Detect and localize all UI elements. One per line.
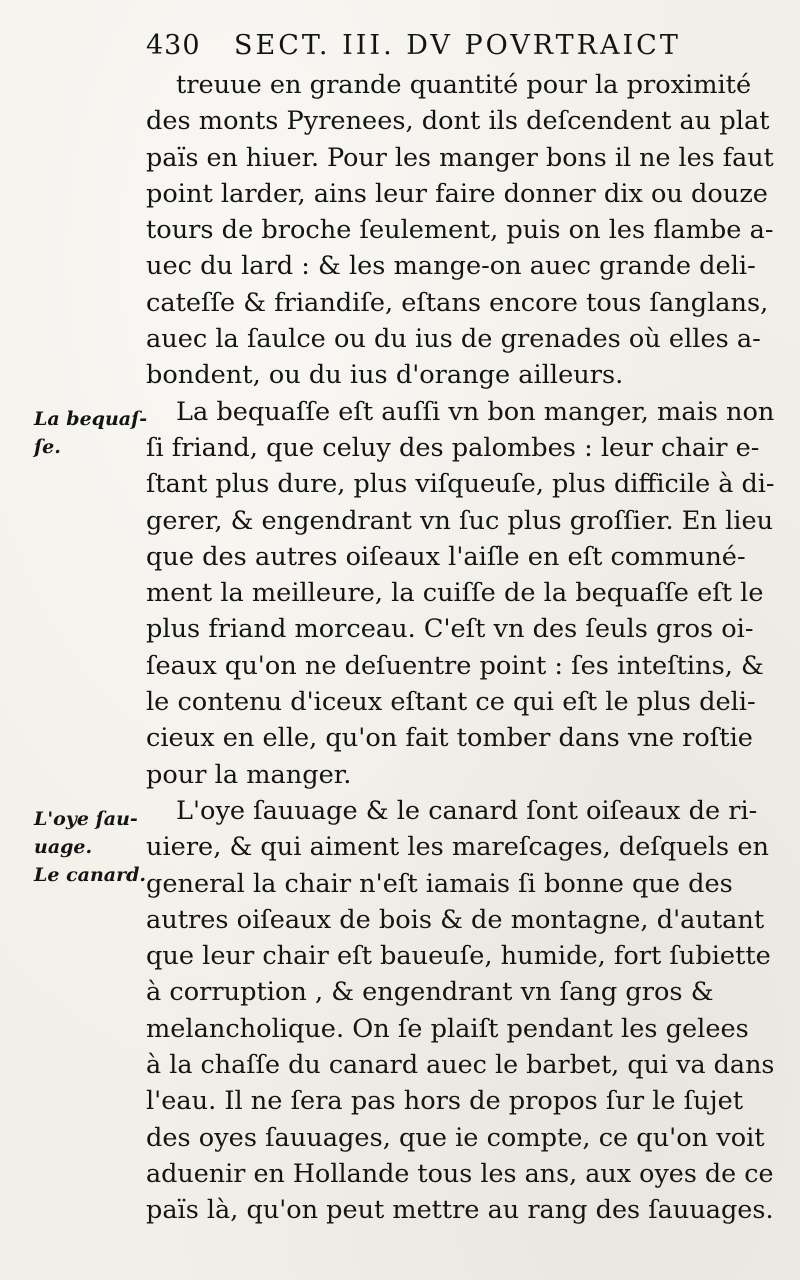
text-line: bondent, ou du ius d'orange ailleurs.: [146, 360, 624, 391]
text-line: l'eau. Il ne ſera pas hors de propos ſur le ſujet: [146, 1086, 744, 1117]
paragraph-continuation: [146, 67, 774, 394]
margin-note-canard: Le canard.: [34, 864, 146, 886]
text-line: que leur chair eſt baueuſe, humide, fort ſubiette: [146, 941, 771, 972]
body-text: [146, 67, 774, 1229]
paragraph-bequasse: [146, 394, 774, 793]
text-line: païs là, qu'on peut mettre au rang des ſauuages.: [146, 1195, 774, 1226]
text-line: que des autres oiſeaux l'aiſle en eſt communé-: [146, 541, 746, 572]
text-line: uiere, & qui aiment les mareſcages, deſquels en: [146, 832, 769, 863]
text-line: cateſſe & friandiſe, eſtans encore tous ſanglans,: [146, 287, 769, 318]
running-head: [146, 30, 766, 70]
text-line: uec du lard : & les mange-on auec grande deli-: [146, 251, 756, 282]
margin-note-oye-line-2: uage.: [34, 836, 93, 858]
text-line: point larder, ains leur faire donner dix ou douze: [146, 178, 768, 209]
text-line: autres oiſeaux de bois & de montagne, d'autant: [146, 904, 765, 935]
text-line: pour la manger.: [146, 759, 352, 790]
text-line: ſeaux qu'on ne deſuentre point : ſes inteſtins, &: [146, 650, 764, 681]
text-line: gerer, & engendrant vn ſuc plus groſſier. En lieu: [146, 505, 774, 536]
margin-note-bequasse-line-1: La bequaſ-: [34, 408, 148, 430]
text-line: des oyes ſauuages, que ie compte, ce qu'on voit: [146, 1122, 765, 1153]
text-line: à corruption , & engendrant vn ſang gros &: [146, 977, 714, 1008]
text-line: à la chaſſe du canard auec le barbet, qui va dans: [146, 1050, 775, 1081]
text-line: ſtant plus dure, plus viſqueuſe, plus difficile à di-: [146, 469, 775, 500]
text-line: auec la ſaulce ou du ius de grenades où elles a-: [146, 324, 761, 355]
text-line: cieux en elle, qu'on fait tomber dans vne roſtie: [146, 723, 753, 754]
text-line: treuue en grande quantité pour la proximité: [176, 70, 752, 100]
text-line: general la chair n'eſt iamais ſi bonne que des: [146, 868, 733, 899]
paragraph-oye-sauvage: [146, 793, 774, 1229]
text-line: melancholique. On ſe plaiſt pendant les gelees: [146, 1013, 749, 1044]
text-line: ſi friand, que celuy des palombes : leur chair e-: [146, 432, 760, 463]
margin-note-oye-line-1: L'oye ſau-: [34, 808, 138, 830]
text-line: ment la meilleure, la cuiſſe de la bequaſſe eſt le: [146, 578, 764, 609]
section-title: SECT. III. DV POVRTRAICT: [234, 30, 681, 61]
text-line: des monts Pyrenees, dont ils deſcendent au plat: [146, 106, 770, 137]
text-line: tours de broche ſeulement, puis on les flambe a-: [146, 215, 774, 246]
text-line: plus friand morceau. C'eſt vn des ſeuls gros oi-: [146, 614, 754, 645]
text-line: L'oye ſauuage & le canard ſont oiſeaux de ri-: [176, 795, 758, 826]
page-number: 430: [146, 30, 201, 61]
margin-note-bequasse-line-2: ſe.: [34, 436, 61, 458]
text-line: le contenu d'iceux eſtant ce qui eſt le plus deli-: [146, 687, 756, 718]
text-line: païs en hiuer. Pour les manger bons il ne les faut: [146, 142, 774, 173]
text-line: aduenir en Hollande tous les ans, aux oyes de ce: [146, 1158, 774, 1189]
text-line: La bequaſſe eſt auſſi vn bon manger, mais non: [176, 396, 775, 427]
